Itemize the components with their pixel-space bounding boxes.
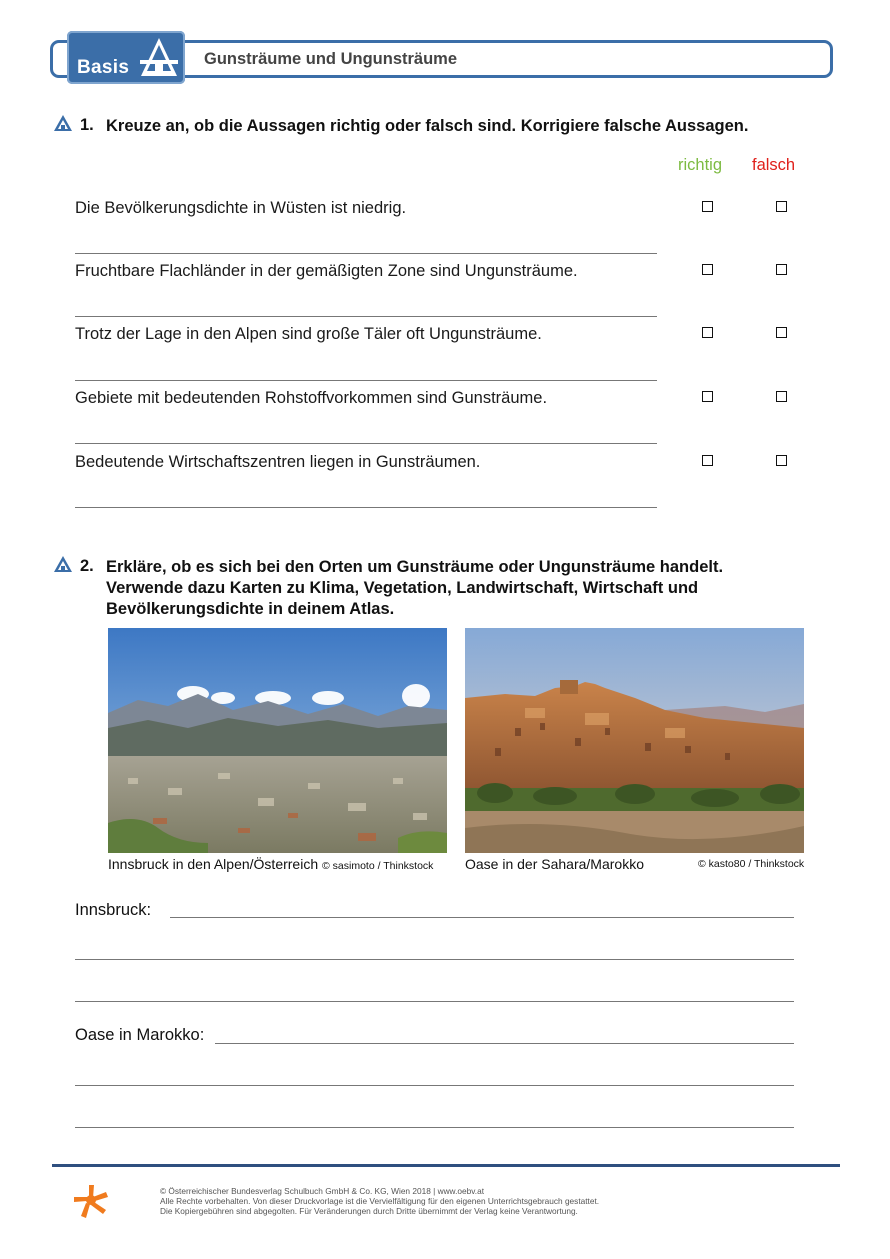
falsch-checkbox[interactable] [776, 327, 787, 338]
correction-line[interactable] [75, 253, 657, 254]
photo1-caption-text: Innsbruck in den Alpen/Österreich [108, 856, 319, 872]
photo1-credit: © sasimoto / Thinkstock [322, 860, 434, 872]
page-title: Gunsträume und Ungunsträume [204, 50, 458, 68]
correction-line[interactable] [75, 507, 657, 508]
answer-line[interactable] [170, 917, 794, 918]
statement-text: Trotz der Lage in den Alpen sind große Täler oft Ungunsträume. [75, 325, 542, 343]
answer2-label: Oase in Marokko: [75, 1026, 205, 1044]
richtig-checkbox[interactable] [702, 327, 713, 338]
photo1-caption [108, 856, 433, 872]
basis-badge [67, 31, 185, 84]
basis-label: Basis [77, 57, 130, 78]
photo2-caption: Oase in der Sahara/Marokko [465, 856, 644, 872]
richtig-checkbox[interactable] [702, 455, 713, 466]
task2-number: 2. [80, 557, 94, 575]
statement-text: Die Bevölkerungsdichte in Wüsten ist niedrig. [75, 199, 407, 217]
oase-photo [465, 628, 804, 853]
answer-line[interactable] [75, 959, 794, 960]
innsbruck-photo [108, 628, 447, 853]
falsch-checkbox[interactable] [776, 264, 787, 275]
task-level-icon [53, 114, 73, 132]
correction-line[interactable] [75, 443, 657, 444]
photo2-credit: © kasto80 / Thinkstock [698, 858, 805, 870]
answer-line[interactable] [75, 1001, 794, 1002]
statement-text: Fruchtbare Flachländer in der gemäßigten Zone sind Ungunsträume. [75, 262, 578, 280]
richtig-checkbox[interactable] [702, 264, 713, 275]
column-header-falsch: falsch [752, 156, 796, 174]
answer-line[interactable] [215, 1043, 794, 1044]
answer-line[interactable] [75, 1085, 794, 1086]
falsch-checkbox[interactable] [776, 455, 787, 466]
answer-line[interactable] [75, 1127, 794, 1128]
falsch-checkbox[interactable] [776, 391, 787, 402]
correction-line[interactable] [75, 380, 657, 381]
falsch-checkbox[interactable] [776, 201, 787, 212]
task2-instruction-line: Bevölkerungsdichte in deinem Atlas. [106, 600, 395, 618]
answer1-label: Innsbruck: [75, 901, 152, 919]
richtig-checkbox[interactable] [702, 391, 713, 402]
publisher-logo-icon [72, 1183, 110, 1221]
correction-line[interactable] [75, 316, 657, 317]
task2-instruction-line: Erkläre, ob es sich bei den Orten um Gunsträume oder Ungunsträume handelt. [106, 558, 724, 576]
footer-copyright: © Österreichischer Bundesverlag Schulbuch GmbH & Co. KG, Wien 2018 | www.oebv.at [160, 1186, 484, 1196]
footer-disclaimer: Die Kopiergebühren sind abgegolten. Für Veränderungen durch Dritte übernimmt der Verlag keine Verantwortung. [160, 1206, 578, 1216]
footer-rights: Alle Rechte vorbehalten. Von dieser Druckvorlage ist die Vervielfältigung für den eigenen Unterrichtsgebrauch gestattet. [160, 1196, 600, 1206]
column-header-richtig: richtig [678, 156, 723, 174]
statement-text: Bedeutende Wirtschaftszentren liegen in Gunsträumen. [75, 453, 481, 471]
task-level-icon [53, 555, 73, 573]
level-triangle-icon [139, 36, 179, 78]
task2-instruction-line: Verwende dazu Karten zu Klima, Vegetation, Landwirtschaft, Wirtschaft und [106, 579, 699, 597]
task1-number: 1. [80, 116, 94, 134]
footer-rule [52, 1164, 840, 1167]
statement-text: Gebiete mit bedeutenden Rohstoffvorkommen sind Gunsträume. [75, 389, 548, 407]
richtig-checkbox[interactable] [702, 201, 713, 212]
task1-instruction: Kreuze an, ob die Aussagen richtig oder falsch sind. Korrigiere falsche Aussagen. [106, 117, 749, 135]
